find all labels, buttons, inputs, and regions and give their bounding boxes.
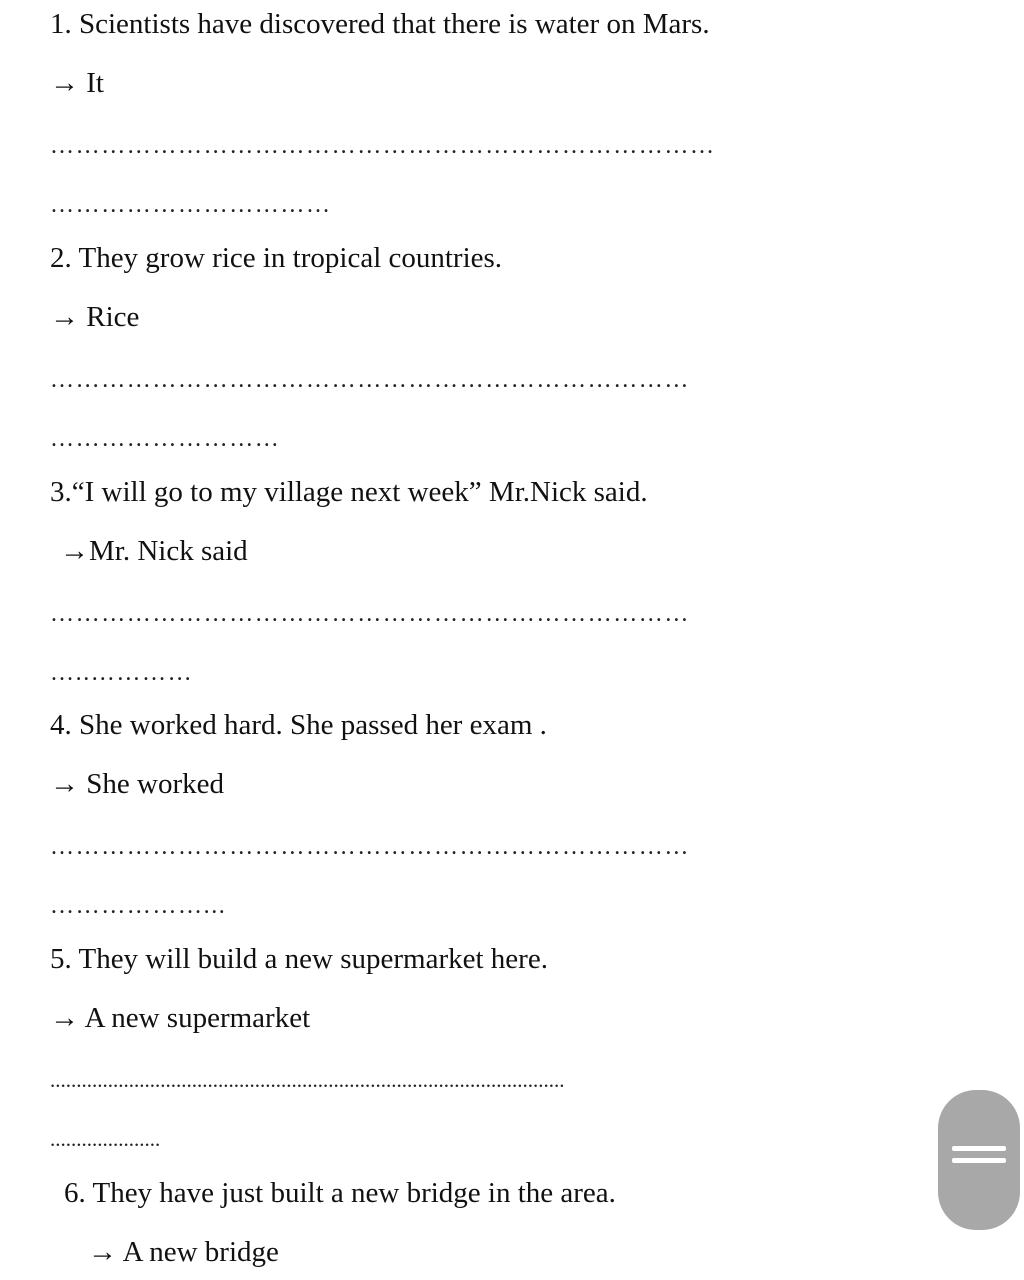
question-2-answer-line-continued: ……………………… bbox=[50, 426, 281, 452]
question-3-answer-start: →Mr. Nick said bbox=[60, 535, 248, 567]
question-6-answer-start: → A new bridge bbox=[88, 1236, 279, 1268]
question-2-answer-start: → Rice bbox=[50, 301, 140, 333]
question-5-prompt: 5. They will build a new supermarket here. bbox=[50, 943, 548, 975]
question-1-answer-line: …………………………………………………………………… bbox=[50, 133, 716, 159]
question-4-answer-start: → She worked bbox=[50, 768, 224, 800]
question-4-answer-line-continued: ………………... bbox=[50, 893, 227, 919]
question-3-answer-line: ………………………………………………………………… bbox=[50, 601, 690, 627]
question-2-prompt: 2. They grow rice in tropical countries. bbox=[50, 242, 503, 274]
question-5-answer-start: → A new supermarket bbox=[50, 1002, 311, 1034]
question-1-answer-line-continued: …………………………… bbox=[50, 192, 332, 218]
question-4-answer-line: ………………………………………………………………… bbox=[50, 834, 690, 860]
question-6-prompt: 6. They have just built a new bridge in the area. bbox=[64, 1177, 616, 1209]
question-3-answer-line-continued: …..………… bbox=[50, 660, 194, 686]
question-1-prompt: 1. Scientists have discovered that there is water on Mars. bbox=[50, 8, 710, 40]
question-2-answer-line: ………………………………………………………………… bbox=[50, 367, 690, 393]
question-3-prompt: 3.“I will go to my village next week” Mr.Nick said. bbox=[50, 476, 648, 508]
question-4-prompt: 4. She worked hard. She passed her exam . bbox=[50, 709, 547, 741]
question-5-answer-line: .................................................................................................. bbox=[50, 1068, 565, 1092]
question-5-answer-line-continued: ..................... bbox=[50, 1127, 161, 1151]
question-1-answer-start: → It bbox=[50, 67, 104, 99]
scroll-handle[interactable] bbox=[938, 1090, 1020, 1230]
